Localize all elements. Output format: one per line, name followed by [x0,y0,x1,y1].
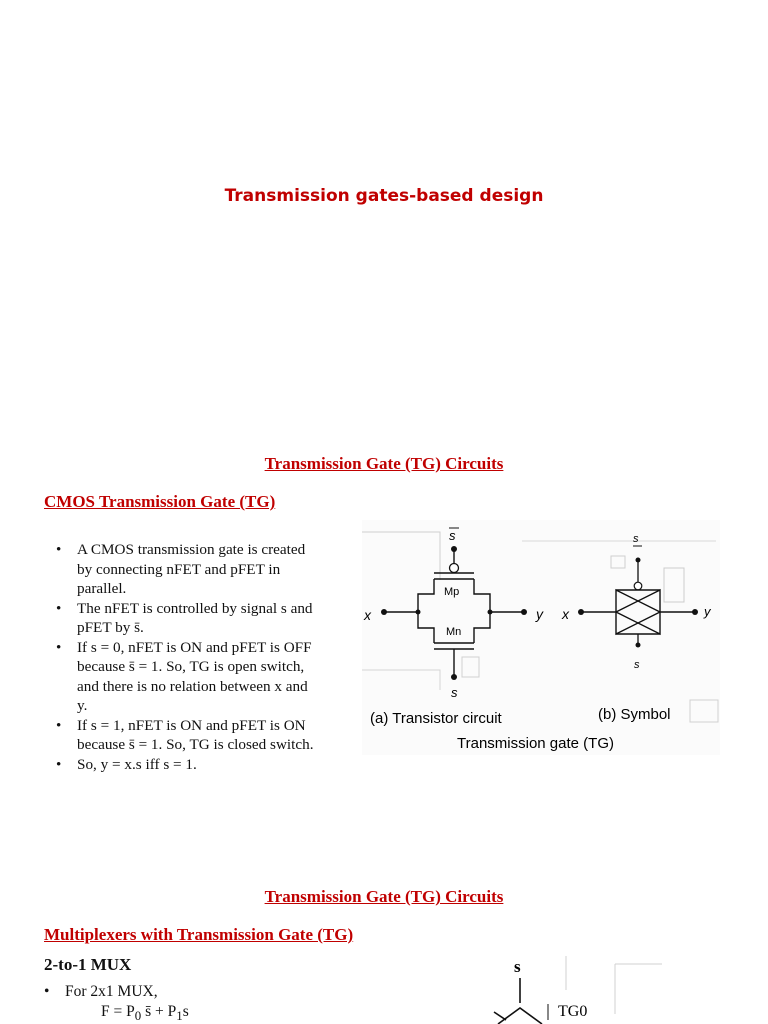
transmission-gate-figure [362,520,720,755]
formula-subscript: 1 [176,1008,183,1024]
y-label: y [536,606,543,622]
s-bottom-label: s [451,685,458,700]
sym-s-bottom-label: s [634,659,640,671]
bullet-item: • A CMOS transmission gate is created by connecting nFET and pFET in parallel. [56,540,318,599]
bullet-item: • If s = 1, nFET is ON and pFET is ON because s̄ = 1. So, TG is closed switch. [56,716,318,755]
s-bar-top-label: s [449,528,456,543]
slide1-title: Transmission gates-based design [224,186,544,206]
formula-part: s [182,1003,189,1020]
mux-bullet-text: For 2x1 MUX, [65,983,158,1000]
tg-bullet-list [56,540,318,774]
mux-formula [101,1003,189,1024]
caption-b: (b) Symbol [598,706,671,723]
slide2-subtitle: CMOS Transmission Gate (TG) [44,492,276,511]
tg0-label: TG0 [558,1003,588,1020]
slide2-title: Transmission Gate (TG) Circuits [264,454,504,473]
sym-s-top-label: s [633,533,639,545]
terminal-dot [692,609,698,615]
symbol-bubble [634,582,642,590]
mux-bullet: • For 2x1 MUX, [44,983,158,1000]
formula-part: + P [154,1003,177,1020]
mp-label: Mp [444,586,460,598]
mux-s-label: s [514,957,521,976]
mux-heading: 2-to-1 MUX [44,955,132,974]
mn-label: Mn [446,626,462,638]
x-label: x [364,607,371,623]
bullet-item: • So, y = x.s iff s = 1. [56,755,318,775]
mux-figure [480,950,680,1024]
terminal-dot [521,609,527,615]
slide3-title: Transmission Gate (TG) Circuits [264,887,504,906]
sym-x-label: x [562,606,569,622]
sym-y-label: y [704,604,711,619]
bullet-item: • If s = 0, nFET is ON and pFET is OFF because s̄ = 1. So, TG is open switch, and there is no relation between x and y. [56,638,318,716]
terminal-dot [451,674,457,680]
formula-s-bar: s̄ [145,1003,152,1020]
formula-subscript: 0 [134,1008,142,1024]
bullet-item: • The nFET is controlled by signal s and pFET by s̄. [56,599,318,638]
caption-main: Transmission gate (TG) [457,735,614,752]
slide3-subtitle: Multiplexers with Transmission Gate (TG) [44,925,354,944]
pfet-bubble [450,564,459,573]
caption-a: (a) Transistor circuit [370,710,502,727]
formula-part: F = P [101,1003,135,1020]
